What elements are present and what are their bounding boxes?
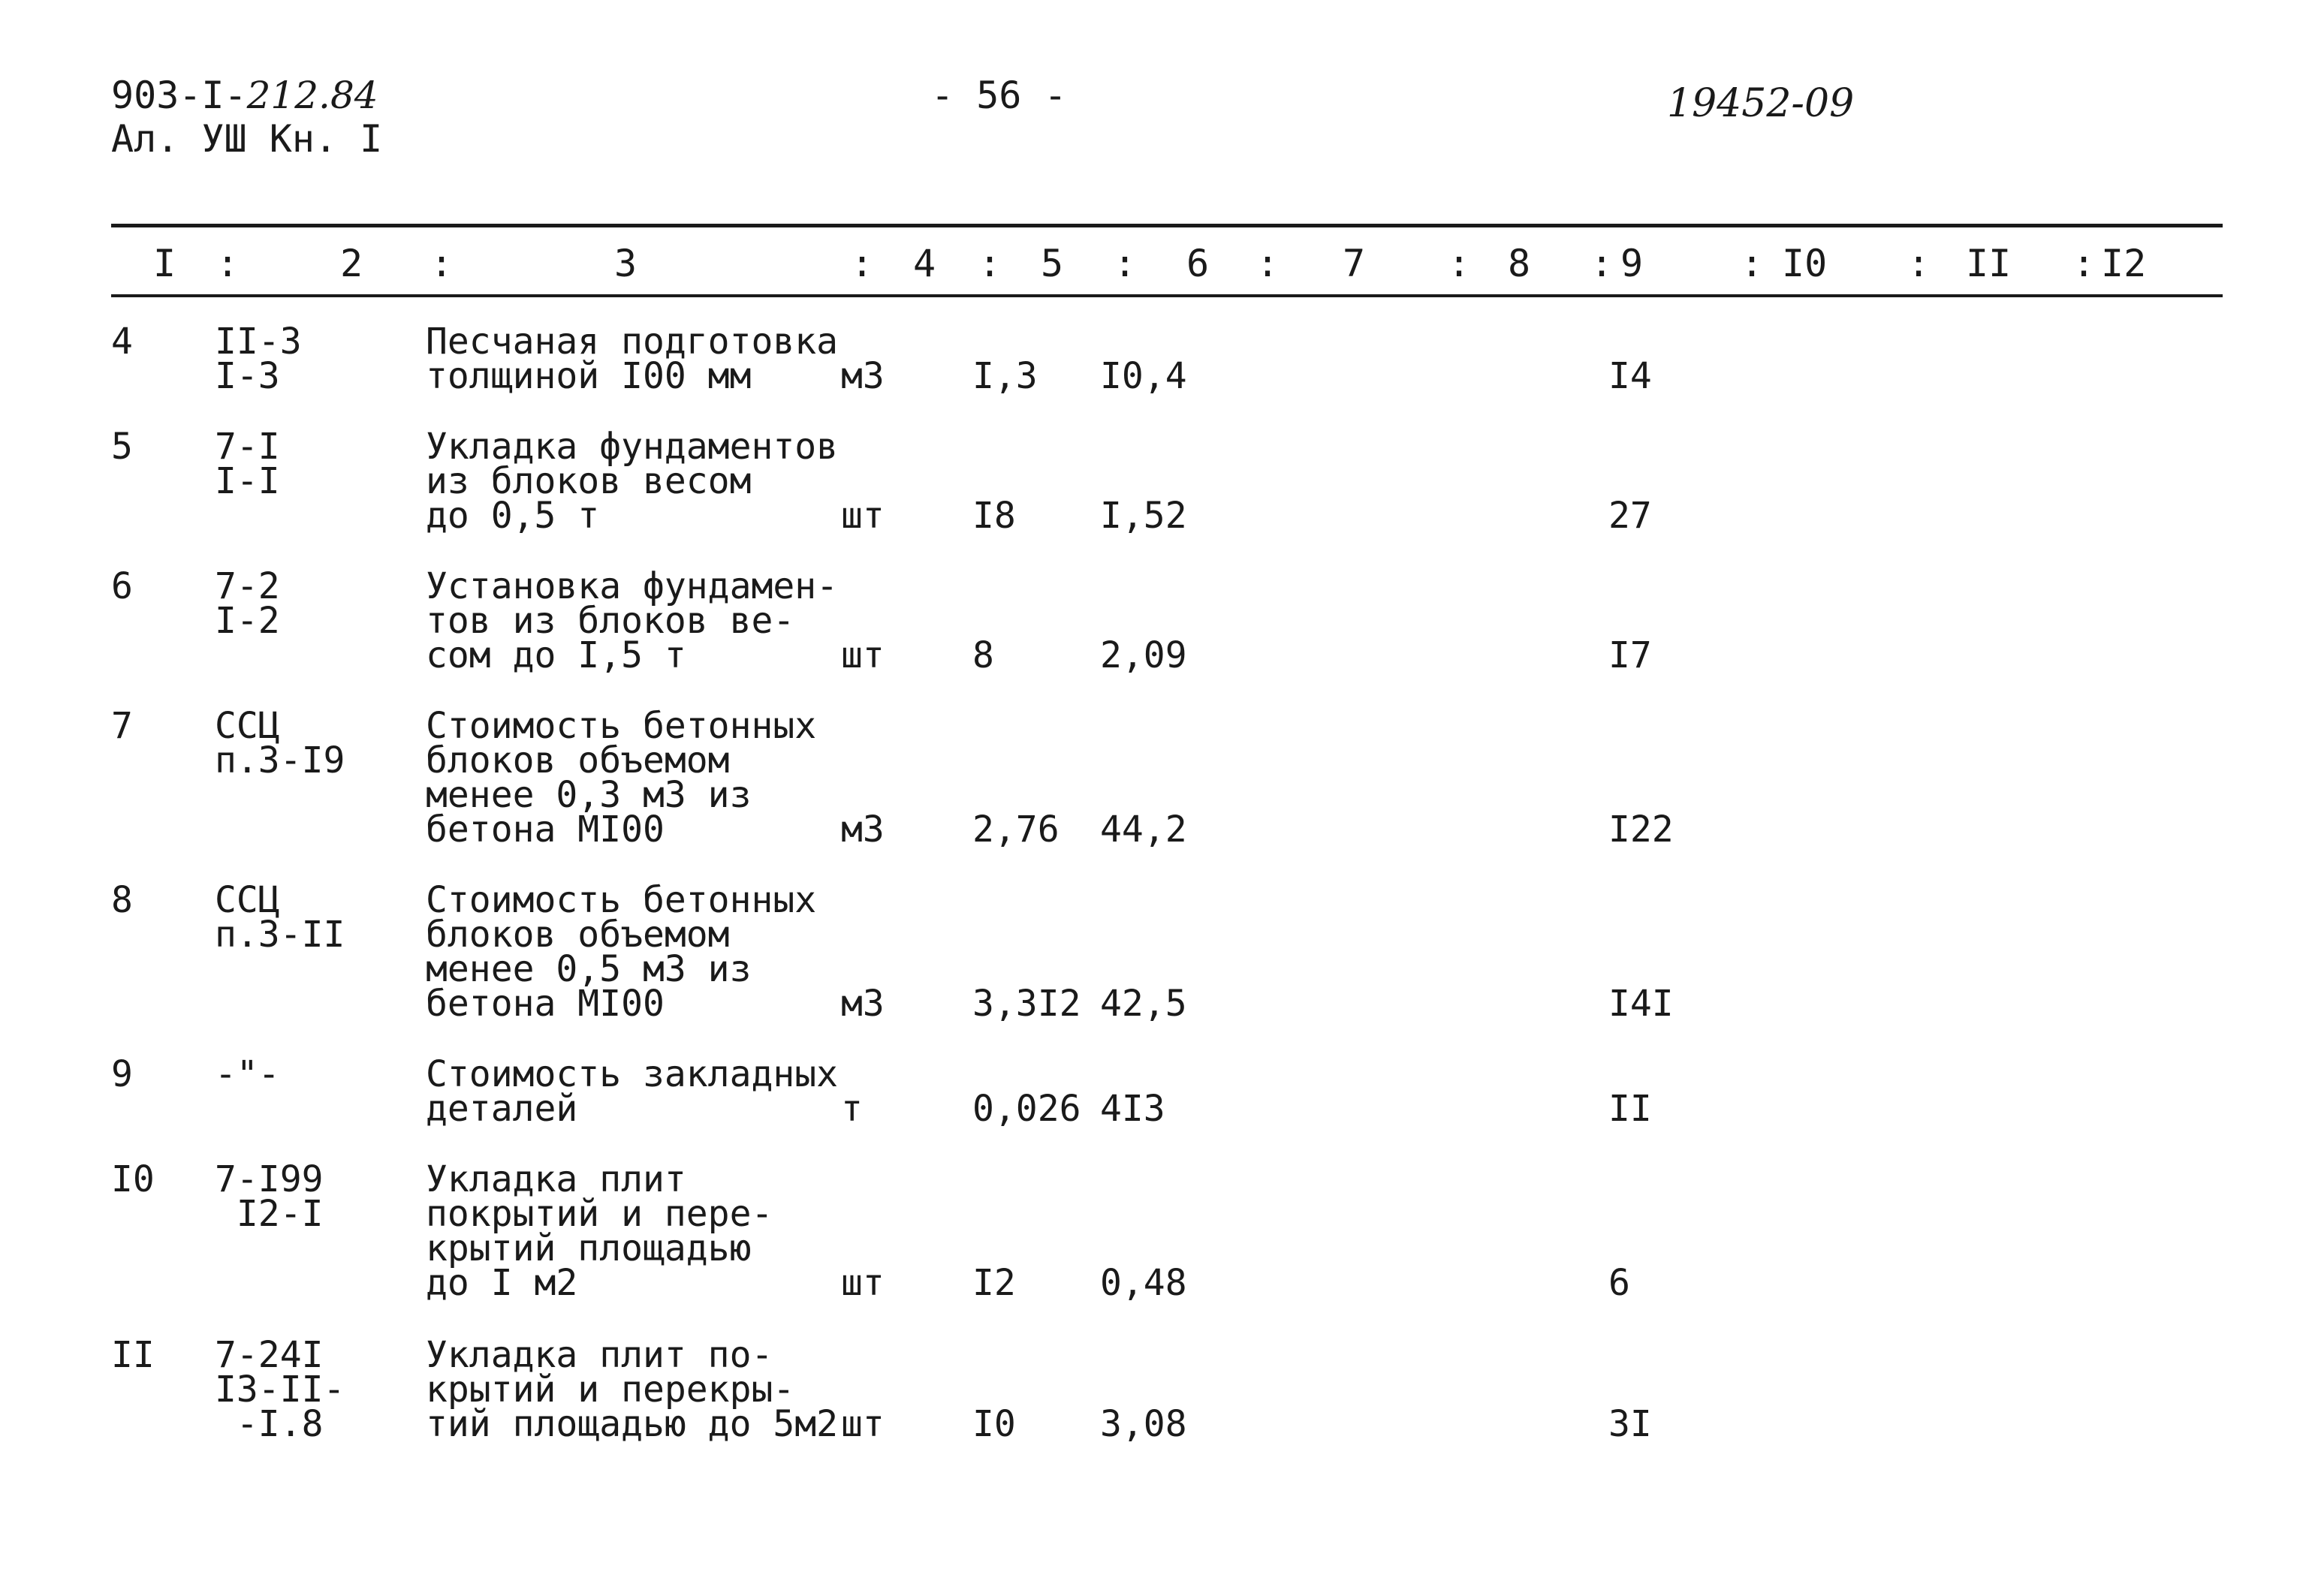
total: I22 xyxy=(1608,809,1674,851)
column-header: I0 xyxy=(1782,242,1828,285)
column-header: 5 xyxy=(1041,242,1064,285)
quantity: I0 xyxy=(972,1403,1016,1445)
unit-price: 0,48 xyxy=(1100,1262,1187,1304)
row-number: 7 xyxy=(111,705,133,747)
work-description: Установка фундамен- тов из блоков ве- сом до I,5 т xyxy=(426,565,839,676)
norm-code: ССЦ п.3-II xyxy=(215,879,345,956)
quantity: I2 xyxy=(972,1262,1016,1304)
table-header-rule xyxy=(111,294,2223,297)
work-description: Песчаная подготовка толщиной I00 мм xyxy=(426,321,839,397)
work-description: Укладка фундаментов из блоков весом до 0,5 т xyxy=(426,426,839,537)
archive-number: 19452-09 xyxy=(1667,81,1855,126)
unit: т xyxy=(841,1088,863,1130)
unit-price: 2,09 xyxy=(1100,634,1187,676)
column-header: I2 xyxy=(2101,242,2147,285)
unit: м3 xyxy=(841,809,885,851)
unit: шт xyxy=(841,1262,885,1304)
norm-code: 7-I99 I2-I xyxy=(215,1158,324,1235)
row-number: 8 xyxy=(111,879,133,921)
quantity: I8 xyxy=(972,495,1016,537)
column-header: I xyxy=(153,242,176,285)
norm-code: ССЦ п.3-I9 xyxy=(215,705,345,781)
work-description: Укладка плит по- крытий и перекры- тий площадью до 5м2 xyxy=(426,1334,839,1445)
row-number: I0 xyxy=(111,1158,155,1200)
album-book-label: Ал. УШ Кн. I xyxy=(111,117,383,161)
column-separator: : xyxy=(1114,242,1137,285)
quantity: 3,3I2 xyxy=(972,983,1081,1025)
unit-price: I0,4 xyxy=(1100,355,1187,397)
unit: шт xyxy=(841,495,885,537)
work-description: Стоимость бетонных блоков объемом менее 0,5 м3 из бетона МI00 xyxy=(426,879,817,1025)
unit-price: 44,2 xyxy=(1100,809,1187,851)
norm-code: -"- xyxy=(215,1053,280,1095)
unit: шт xyxy=(841,634,885,676)
total: I4 xyxy=(1608,355,1652,397)
row-number: 5 xyxy=(111,426,133,468)
document-code-prefix: 903-I- xyxy=(111,74,247,117)
total: 3I xyxy=(1608,1403,1652,1445)
row-number: 9 xyxy=(111,1053,133,1095)
column-separator: : xyxy=(1256,242,1280,285)
work-description: Стоимость бетонных блоков объемом менее 0,3 м3 из бетона МI00 xyxy=(426,705,817,851)
table-top-rule xyxy=(111,224,2223,227)
unit: шт xyxy=(841,1403,885,1445)
total: 6 xyxy=(1608,1262,1630,1304)
unit-price: 4I3 xyxy=(1100,1088,1165,1130)
quantity: 2,76 xyxy=(972,809,1060,851)
unit: м3 xyxy=(841,983,885,1025)
column-separator: : xyxy=(430,242,454,285)
column-header: 6 xyxy=(1186,242,1210,285)
column-header: 7 xyxy=(1343,242,1366,285)
column-separator: : xyxy=(1907,242,1931,285)
column-header: II xyxy=(1966,242,2012,285)
quantity: 0,026 xyxy=(972,1088,1081,1130)
norm-code: 7-24I I3-II- -I.8 xyxy=(215,1334,345,1445)
norm-code: II-3 I-3 xyxy=(215,321,302,397)
column-separator: : xyxy=(2072,242,2096,285)
work-description: Укладка плит покрытий и пере- крытий площадью до I м2 xyxy=(426,1158,773,1304)
row-number: 4 xyxy=(111,321,133,363)
total: II xyxy=(1608,1088,1652,1130)
document-code xyxy=(111,74,382,161)
norm-code: 7-2 I-2 xyxy=(215,565,280,642)
total: 27 xyxy=(1608,495,1652,537)
unit-price: 42,5 xyxy=(1100,983,1187,1025)
unit-price: I,52 xyxy=(1100,495,1187,537)
column-separator: : xyxy=(1590,242,1614,285)
column-separator: : xyxy=(978,242,1002,285)
column-separator: : xyxy=(1741,242,1764,285)
quantity: 8 xyxy=(972,634,994,676)
total: I7 xyxy=(1608,634,1652,676)
column-header: 2 xyxy=(340,242,363,285)
document-code-handwritten: 212.84 xyxy=(246,74,378,117)
total: I4I xyxy=(1608,983,1674,1025)
unit-price: 3,08 xyxy=(1100,1403,1187,1445)
page-number: - 56 - xyxy=(931,74,1067,117)
row-number: 6 xyxy=(111,565,133,607)
column-separator: : xyxy=(851,242,874,285)
row-number: II xyxy=(111,1334,155,1376)
column-separator: : xyxy=(216,242,240,285)
column-header: 4 xyxy=(913,242,936,285)
column-header: 8 xyxy=(1508,242,1531,285)
column-header-row xyxy=(111,242,2223,287)
norm-code: 7-I I-I xyxy=(215,426,280,502)
column-separator: : xyxy=(1448,242,1471,285)
column-header: 9 xyxy=(1620,242,1644,285)
quantity: I,3 xyxy=(972,355,1038,397)
work-description: Стоимость закладных деталей xyxy=(426,1053,839,1130)
column-header: 3 xyxy=(614,242,638,285)
unit: м3 xyxy=(841,355,885,397)
